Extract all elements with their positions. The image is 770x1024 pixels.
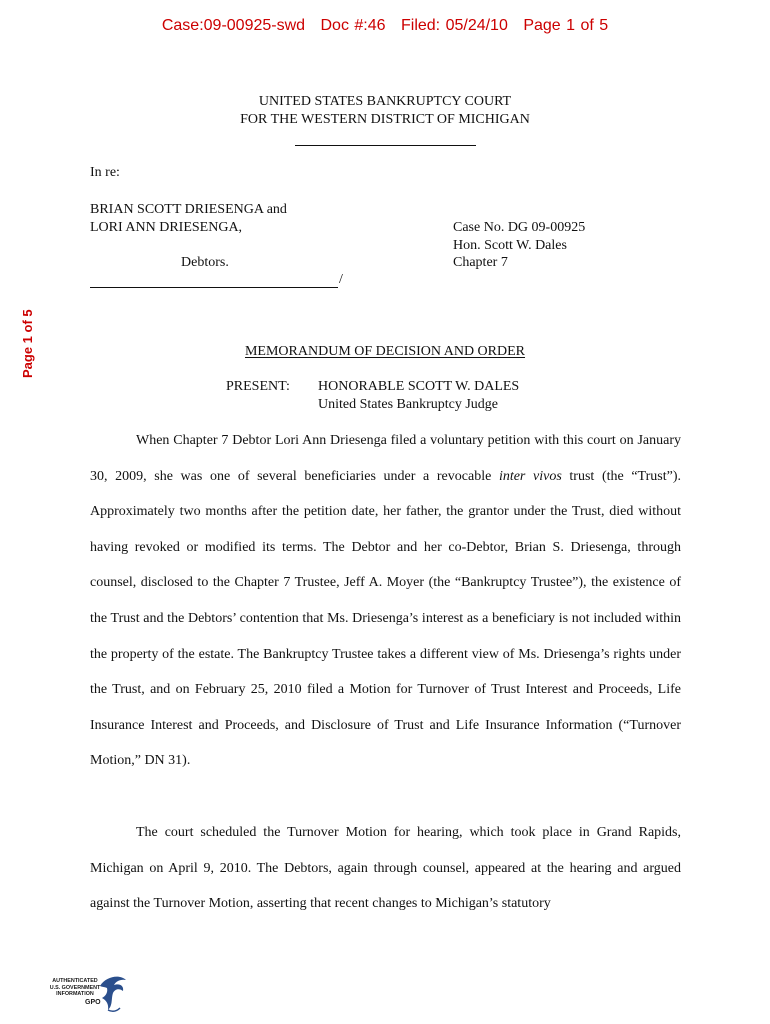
present-judge-role: United States Bankruptcy Judge xyxy=(318,397,499,412)
heading-rule xyxy=(295,145,476,146)
doc-number-stamp: Doc #:46 xyxy=(320,17,386,34)
paragraph-1-text-b: trust (the “Trust”). Approximately two months after the petition date, her father, the grantor under the Trust, died without having revoked or modified its terms. The Debtor and her co-Debtor, Brian S. Driesenga, through counsel, disclosed to the Chapter 7 Trustee, Jeff A. Moyer (the “Bankruptcy Trustee”), the existence of the Trust and the Debtors’ contention that Ms. Driesenga’s interest as a beneficiary is not included within the property of the estate. The Bankruptcy Trustee takes a different view of Ms. Driesenga’s rights under the Trust, and on February 25, 2010 filed a Motion for Turnover of Trust Interest and Proceeds, Life Insurance Interest and Proceeds, and Disclosure of Trust and Life Insurance Information (“Turnover Motion,” DN 31). xyxy=(90,468,681,769)
court-district: FOR THE WESTERN DISTRICT OF MICHIGAN xyxy=(240,112,530,127)
caption-rule xyxy=(90,287,338,288)
page-count-stamp: Page 1 of 5 xyxy=(523,17,609,34)
in-re-label: In re: xyxy=(90,165,120,180)
gpo-authenticated-logo xyxy=(44,974,130,1018)
debtor-name-line-1: BRIAN SCOTT DRIESENGA and xyxy=(90,202,287,217)
chapter-label: Chapter 7 xyxy=(453,255,508,270)
court-name: UNITED STATES BANKRUPTCY COURT xyxy=(258,94,512,109)
filed-date-stamp: Filed: 05/24/10 xyxy=(401,17,508,34)
body-paragraph-2 xyxy=(90,815,681,922)
paragraph-1-italic: inter vivos xyxy=(498,468,562,484)
body-paragraph-1 xyxy=(90,423,681,779)
paragraph-1-text-a: When Chapter 7 Debtor Lori Ann Driesenga filed a voluntary petition with this court on January 30, 2009, she was one of several beneficiaries under a revocable xyxy=(90,433,681,484)
document-title-text: MEMORANDUM OF DECISION AND ORDER xyxy=(244,344,526,359)
case-number-stamp: Case:09-00925-swd xyxy=(161,17,306,34)
judge-name: Hon. Scott W. Dales xyxy=(453,238,567,253)
gpo-line-1: AUTHENTICATED xyxy=(52,978,98,984)
case-number: Case No. DG 09-00925 xyxy=(453,220,586,235)
side-page-stamp: Page 1 of 5 xyxy=(20,309,35,378)
gpo-abbreviation: GPO xyxy=(85,999,101,1006)
debtors-label: Debtors. xyxy=(181,255,229,270)
document-title xyxy=(0,344,770,360)
eagle-icon xyxy=(96,974,130,1016)
gpo-line-2: U.S. GOVERNMENT xyxy=(49,984,101,991)
filing-header-stamp xyxy=(0,17,770,35)
gpo-line-3: INFORMATION xyxy=(56,991,94,997)
paragraph-2-text: The court scheduled the Turnover Motion for hearing, which took place in Grand Rapids, Michigan on April 9, 2010. The Debtors, again through counsel, appeared at the hearing and argued against the Turnover Motion, asserting that recent changes to Michigan’s statutory xyxy=(90,825,681,912)
debtor-name-line-2: LORI ANN DRIESENGA, xyxy=(90,220,243,235)
caption-slash: / xyxy=(339,272,343,287)
present-judge-name: HONORABLE SCOTT W. DALES xyxy=(318,379,520,394)
present-label: PRESENT: xyxy=(226,379,290,394)
